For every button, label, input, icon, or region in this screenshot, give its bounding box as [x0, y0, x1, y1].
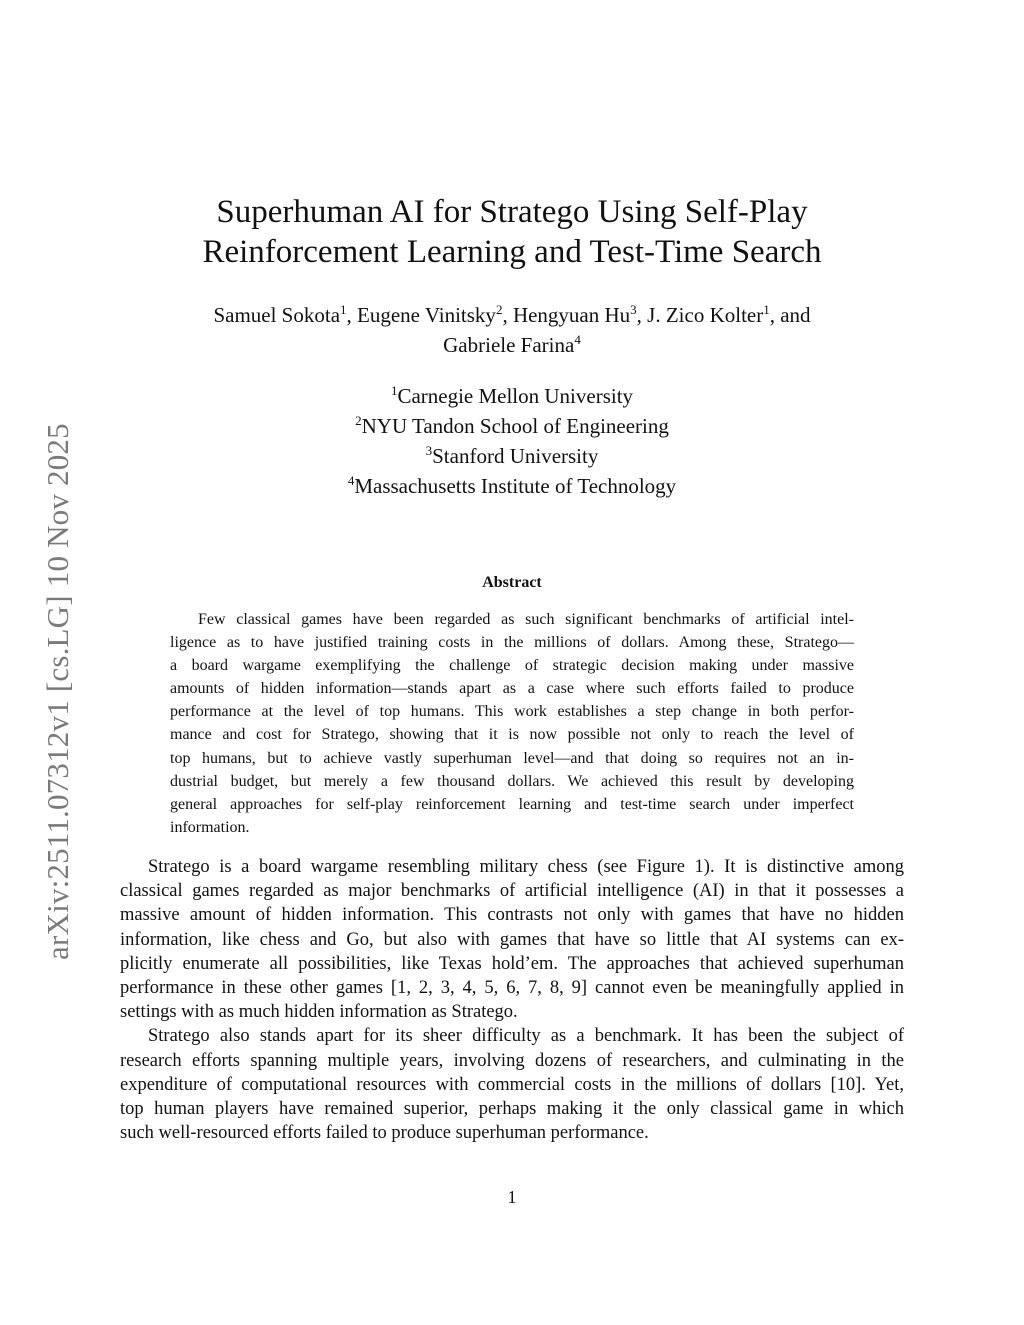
- paper-title: [120, 192, 904, 272]
- abstract-line: dustrial budget, but merely a few thousand dollars. We achieved this result by developing: [170, 772, 854, 790]
- paragraph-line: top human players have remained superior, perhaps making it the only classical game in which: [120, 1098, 904, 1119]
- author-name: Hengyuan Hu: [512, 303, 631, 327]
- author-list: [120, 300, 904, 360]
- abstract-line: a board wargame exemplifying the challenge of strategic decision making under massive: [170, 657, 854, 675]
- affiliation-name: Stanford University: [432, 444, 599, 468]
- paragraph-line: information, like chess and Go, but also with games that have so little that AI systems can ex-: [120, 929, 904, 950]
- affiliation-marker: 3: [425, 443, 433, 458]
- author-name: Gabriele Farina: [443, 333, 575, 357]
- page-number: 1: [507, 1187, 517, 1207]
- abstract-line: Few classical games have been regarded as such significant benchmarks of artificial intel-: [198, 611, 854, 628]
- author-line: [120, 330, 904, 360]
- paragraph-line: classical games regarded as major benchmarks of artificial intelligence (AI) in that it possesses a: [120, 881, 904, 902]
- affiliation-marker: 4: [347, 473, 355, 488]
- paragraph: [120, 855, 904, 1024]
- author-affiliation-marker: 4: [574, 332, 581, 347]
- author-affiliation-marker: 2: [495, 302, 503, 317]
- author-separator: ,: [636, 303, 648, 327]
- affiliation: [120, 441, 904, 471]
- paragraph-line: massive amount of hidden information. This contrasts not only with games that have no hidden: [120, 905, 904, 926]
- abstract-line: general approaches for self-play reinforcement learning and test-time search under imperfect: [170, 795, 854, 813]
- affiliation: [120, 381, 904, 411]
- affiliation-marker: 1: [390, 383, 398, 398]
- paragraph: [120, 1024, 904, 1145]
- abstract-line: information.: [170, 818, 250, 836]
- abstract-line: mance and cost for Stratego, showing that it is now possible not only to reach the level of: [170, 726, 854, 744]
- paragraph-line: such well-resourced efforts failed to produce superhuman performance.: [120, 1123, 649, 1144]
- affiliation-marker: 2: [355, 413, 362, 428]
- abstract-body: [170, 608, 854, 839]
- author-separator: , and: [769, 303, 811, 327]
- author-affiliation-marker: 1: [340, 302, 347, 317]
- author-affiliation-marker: 1: [763, 302, 770, 317]
- arxiv-identifier-stamp: arXiv:2511.07312v1 [cs.LG] 10 Nov 2025: [40, 423, 75, 960]
- author-affiliation-marker: 3: [630, 302, 637, 317]
- author-name: J. Zico Kolter: [647, 303, 764, 327]
- title-line: Superhuman AI for Stratego Using Self-Play: [216, 194, 808, 230]
- author-name: Eugene Vinitsky: [357, 303, 496, 327]
- abstract-line: performance at the level of top humans. This work establishes a step change in both perfor-: [170, 703, 854, 721]
- abstract-line: amounts of hidden information—stands apart as a case where such efforts failed to produce: [170, 680, 854, 698]
- introduction-text: [120, 855, 904, 1145]
- author-separator: ,: [502, 303, 513, 327]
- affiliation-name: Carnegie Mellon University: [397, 384, 634, 408]
- paragraph-line: settings with as much hidden information as Stratego.: [120, 1002, 518, 1023]
- author-line: [120, 300, 904, 330]
- abstract-line: ligence as to have justified training costs in the millions of dollars. Among these, Stratego—: [170, 634, 854, 652]
- abstract-line: top humans, but to achieve vastly superhuman level—and that doing so requires not an in-: [170, 749, 854, 767]
- paragraph-line: performance in these other games [1, 2, 3, 4, 5, 6, 7, 8, 9] cannot even be meaningfully applied in: [120, 977, 904, 998]
- paragraph-line: plicitly enumerate all possibilities, like Texas hold’em. The approaches that achieved superhuman: [120, 953, 904, 974]
- affiliation: [120, 411, 904, 441]
- author-separator: ,: [346, 303, 358, 327]
- abstract-heading: Abstract: [482, 574, 542, 591]
- affiliation-list: [120, 381, 904, 501]
- affiliation: [120, 471, 904, 501]
- affiliation-name: NYU Tandon School of Engineering: [361, 414, 669, 438]
- author-name: Samuel Sokota: [213, 303, 341, 327]
- paragraph-line: research efforts spanning multiple years, involving dozens of researchers, and culminating in the: [120, 1050, 904, 1071]
- paragraph-line: expenditure of computational resources with commercial costs in the millions of dollars [10]. Yet,: [120, 1074, 904, 1095]
- paragraph-line: Stratego is a board wargame resembling military chess (see Figure 1). It is distinctive among: [148, 857, 904, 877]
- affiliation-name: Massachusetts Institute of Technology: [354, 474, 677, 498]
- paragraph-line: Stratego also stands apart for its sheer difficulty as a benchmark. It has been the subject of: [148, 1026, 904, 1047]
- title-line: Reinforcement Learning and Test-Time Search: [202, 234, 822, 270]
